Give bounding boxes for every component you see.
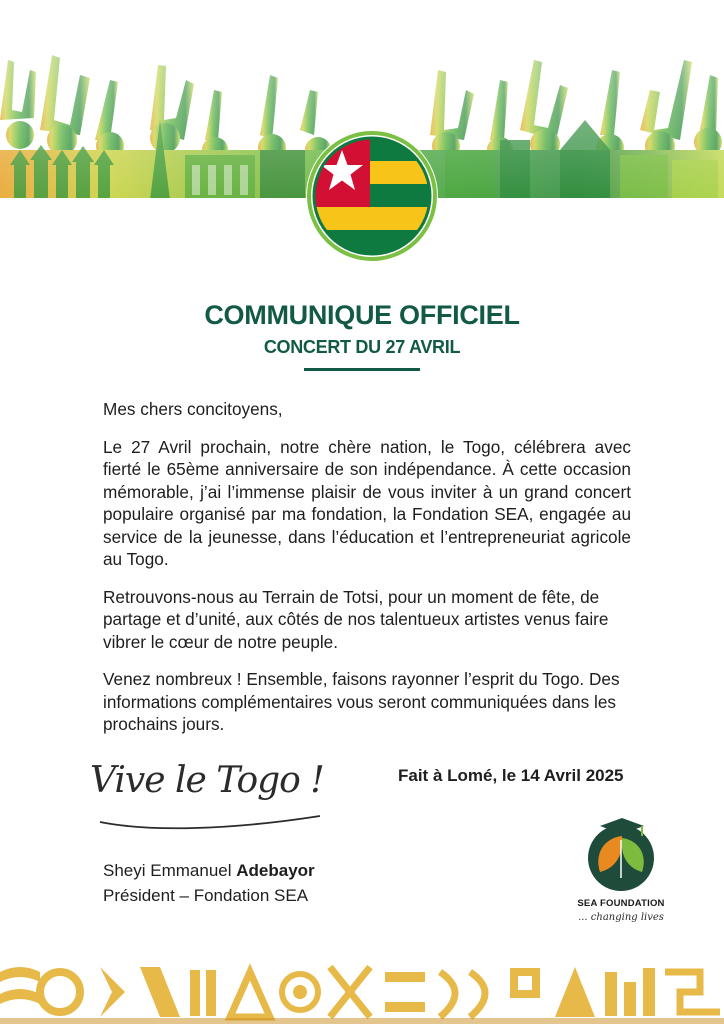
place-date: Fait à Lomé, le 14 Avril 2025 — [398, 766, 624, 785]
paragraph-1: Le 27 Avril prochain, notre chère nation, le Togo, célébrera avec fierté le 65ème anniversaire de son indépendance. À cette occasion mémorable, j’ai l’immense plaisir de vous inviter à un grand concert populaire organisé par ma fondation, la Fondation SEA, engagée au service de la jeunesse, dans l’éducation et l’entrepreneuriat agricole au Togo. — [103, 436, 631, 569]
togo-flag-icon — [304, 128, 440, 264]
signer-first-name: Sheyi Emmanuel — [103, 861, 232, 880]
title-divider — [304, 368, 420, 371]
letter-body — [103, 398, 631, 751]
greeting: Mes chers concitoyens, — [103, 399, 283, 419]
signer-name — [103, 858, 315, 883]
footer-pattern — [0, 962, 724, 1024]
paragraph-2: Retrouvons-nous au Terrain de Totsi, pour un moment de fête, de partage et d’unité, aux côtés de nos talentueux artistes venus faire vibrer le cœur de notre peuple. — [103, 586, 609, 652]
signature-block — [103, 858, 315, 908]
sea-foundation-logo-icon — [580, 812, 662, 894]
slogan-flourish — [90, 796, 330, 836]
logo-name: SEA FOUNDATION — [577, 898, 665, 909]
logo-tagline: ... changing lives — [578, 912, 664, 923]
signer-last-name: Adebayor — [236, 861, 315, 880]
slogan: Vive le Togo ! — [90, 760, 324, 801]
paragraph-3: Venez nombreux ! Ensemble, faisons rayonner l’esprit du Togo. Des informations complémentaires vous seront communiquées dans les prochains jours. — [103, 669, 620, 734]
signer-role: Président – Fondation SEA — [103, 886, 309, 905]
page-subtitle: CONCERT DU 27 AVRIL — [263, 337, 461, 357]
page-title: COMMUNIQUE OFFICIEL — [204, 300, 520, 330]
title-block — [0, 300, 724, 371]
